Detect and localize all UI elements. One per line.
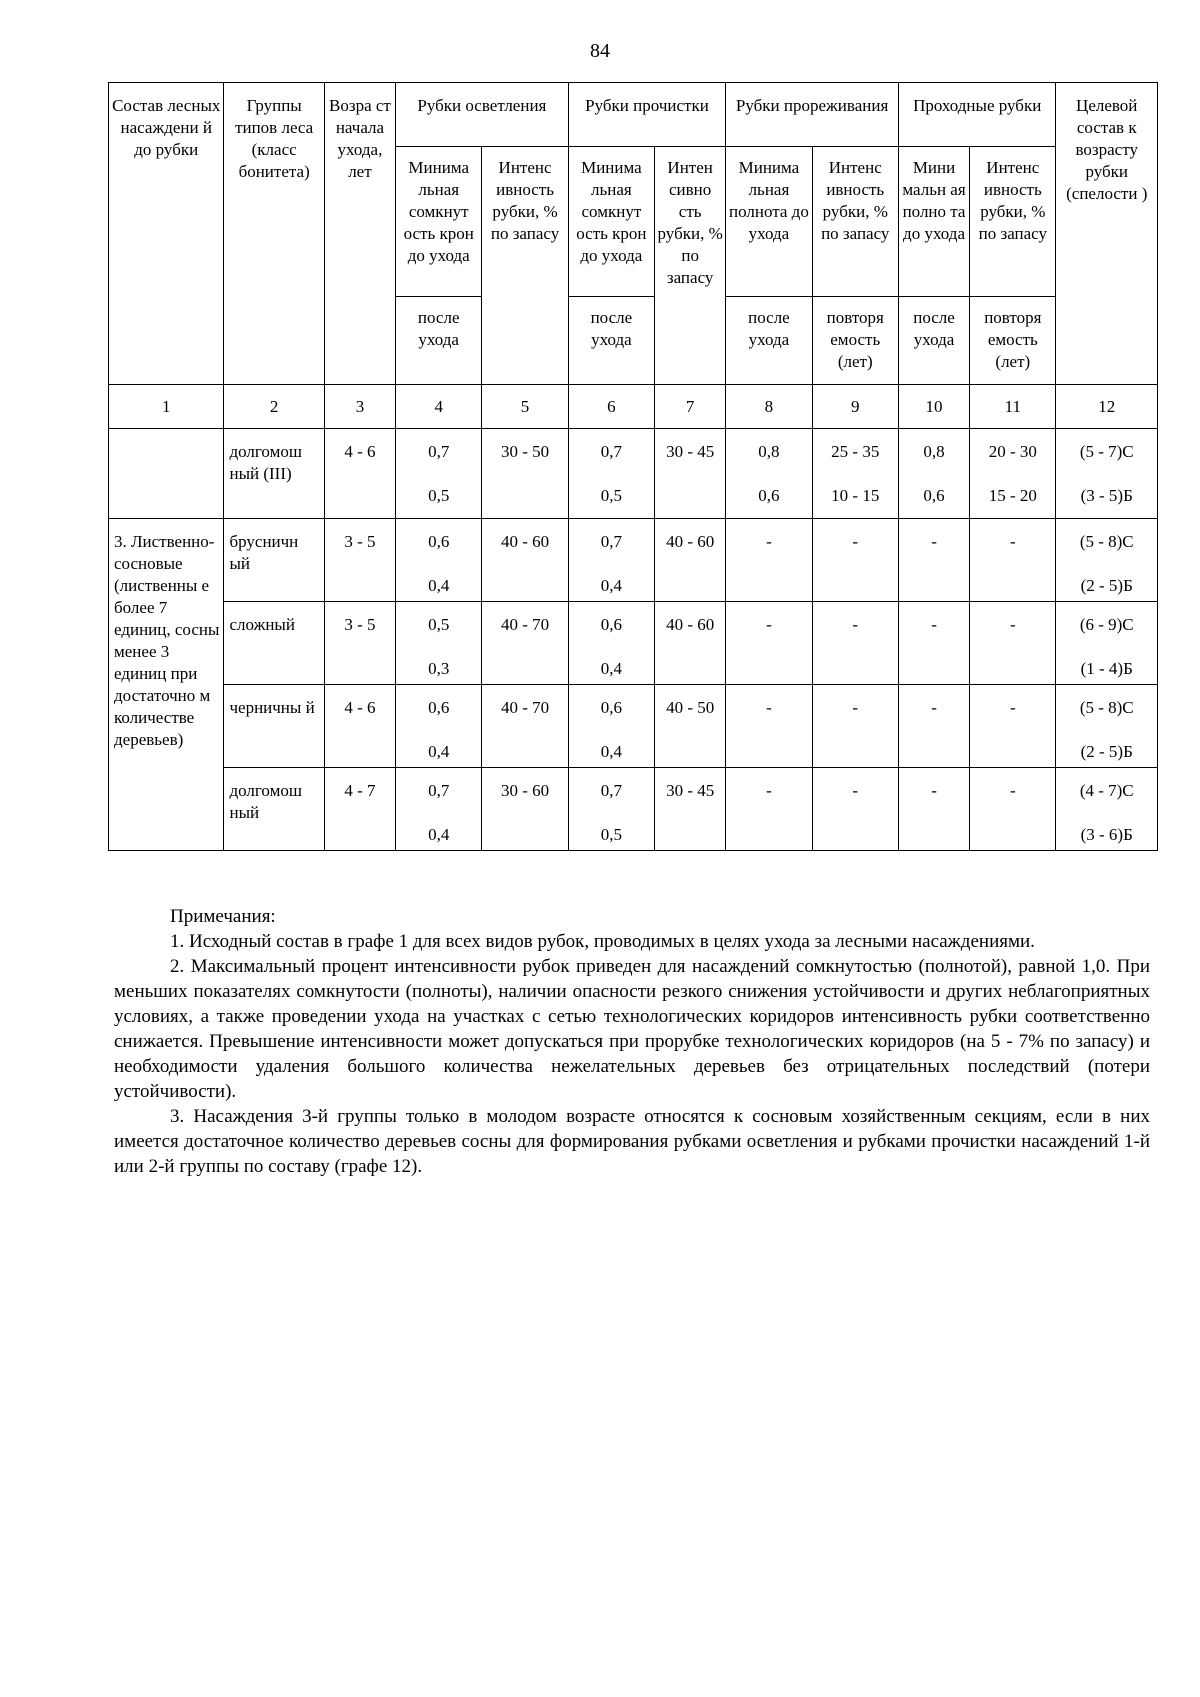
header-intensity-clearing: Интенс ивность рубки, % по запасу [482, 147, 568, 385]
target-cell [1056, 429, 1158, 519]
header-after-care-3: после ухода [726, 297, 812, 385]
forest-type-cell: черничны й [224, 685, 324, 768]
table-row [109, 685, 1158, 768]
header-after-care: после ухода [396, 297, 482, 385]
density-cell [396, 602, 482, 685]
intensity-cell: 30 - 45 [655, 768, 726, 851]
note-1: 1. Исходный состав в графе 1 для всех видов рубок, проводимых в целях ухода за лесными насаждениями. [170, 931, 1035, 952]
density-cell [396, 768, 482, 851]
value-birch: (3 - 5)Б [1080, 486, 1133, 505]
column-number: 12 [1056, 385, 1158, 429]
column-number: 3 [324, 385, 395, 429]
header-intensity-passing: Интенс ивность рубки, % по запасу [970, 147, 1056, 297]
intensity-cell: 40 - 70 [482, 685, 568, 768]
column-number: 8 [726, 385, 812, 429]
fullness-cell: - [898, 685, 969, 768]
notes-section [114, 904, 1150, 1179]
column-number: 9 [812, 385, 898, 429]
header-passing: Проходные рубки [898, 83, 1056, 147]
intensity-cell: 30 - 60 [482, 768, 568, 851]
value-before: 0,7 [600, 781, 622, 800]
density-cell [568, 768, 654, 851]
density-cell [568, 519, 654, 602]
value-birch: (1 - 4)Б [1080, 659, 1133, 678]
column-number: 7 [655, 385, 726, 429]
header-start-age: Возра ст начала ухода, лет [324, 83, 395, 385]
header-thinning: Рубки прореживания [726, 83, 899, 147]
fullness-cell: - [726, 685, 812, 768]
value-pine: (6 - 9)С [1079, 615, 1134, 634]
header-min-density-before-2: Минима льная сомкнут ость крон до ухода [568, 147, 654, 297]
value-after: 0,4 [428, 576, 450, 595]
value-after: 0,5 [600, 486, 622, 505]
page-number: 84 [590, 40, 610, 62]
value-repeat: 15 - 20 [988, 486, 1037, 505]
note-2: 2. Максимальный процент интенсивности рубок приведен для насаждений сомкнутостью (полнотой), равной 1,0. При меньших показателях сомкнутости (полноты), наличии опасности резкого снижения устойчивости и других неблагоприятных условиях, а также проведении ухода на участках с сетью технологических коридоров интенсивность рубки соответственно снижается. Превышение интенсивности может допускаться при прорубке технологических коридоров (на 5 - 7% по запасу) и необходимости удаления большого количества нежелательных деревьев без отрицательных последствий (потери устойчивости). [114, 956, 1150, 1102]
fullness-cell: - [898, 519, 969, 602]
target-cell [1056, 685, 1158, 768]
value-after: 0,4 [428, 825, 450, 844]
forest-type-cell: сложный [224, 602, 324, 685]
intensity-cell: 40 - 70 [482, 602, 568, 685]
value-after: 0,4 [600, 742, 622, 761]
value-after: 0,5 [600, 825, 622, 844]
note-3: 3. Насаждения 3-й группы только в молодом возрасте относятся к сосновым хозяйственным секциям, если в них имеется достаточное количество деревьев сосны для формирования рубками осветления и рубками прочистки насаждений 1-й или 2-й группы по составу (графе 12). [114, 1106, 1150, 1177]
intensity-cell: - [812, 602, 898, 685]
intensity-cell [970, 429, 1056, 519]
value-before: 0,5 [428, 615, 450, 634]
fullness-cell [726, 429, 812, 519]
column-number: 4 [396, 385, 482, 429]
value-after: 0,4 [600, 576, 622, 595]
value-before: 0,6 [428, 532, 450, 551]
target-cell [1056, 602, 1158, 685]
header-intensity-cleaning: Интен сивно сть рубки, % по запасу [655, 147, 726, 385]
target-cell [1056, 768, 1158, 851]
fullness-cell: - [726, 519, 812, 602]
intensity-cell: - [970, 602, 1056, 685]
intensity-cell: 40 - 50 [655, 685, 726, 768]
header-clearing: Рубки осветления [396, 83, 569, 147]
header-after-care-2: после ухода [568, 297, 654, 385]
value-pine: (5 - 8)С [1079, 532, 1134, 551]
target-cell [1056, 519, 1158, 602]
table-row [109, 602, 1158, 685]
density-cell [568, 602, 654, 685]
value-pine: (5 - 8)С [1079, 698, 1134, 717]
forest-type-cell: долгомош ный (III) [224, 429, 324, 519]
value-birch: (2 - 5)Б [1080, 742, 1133, 761]
table-row [109, 519, 1158, 602]
value-repeat: 10 - 15 [831, 486, 880, 505]
intensity-cell: - [970, 519, 1056, 602]
fullness-cell: - [898, 602, 969, 685]
composition-cell: 3. Лиственно- сосновые (лиственны е более 7 единиц, сосны менее 3 единиц при достаточно м количестве деревьев) [109, 519, 224, 851]
value-after: 0,5 [428, 486, 450, 505]
intensity-cell [812, 429, 898, 519]
intensity-cell: - [812, 768, 898, 851]
intensity-cell: 30 - 50 [482, 429, 568, 519]
table-row [109, 768, 1158, 851]
value-before: 0,6 [600, 615, 622, 634]
value-before: 0,7 [600, 442, 622, 461]
value-before: 0,7 [600, 532, 622, 551]
header-target-composition: Целевой состав к возрасту рубки (спелости ) [1056, 83, 1158, 385]
header-repeat-period-2: повторя емость (лет) [970, 297, 1056, 385]
value-intensity: 20 - 30 [988, 442, 1037, 461]
intensity-cell: 40 - 60 [655, 519, 726, 602]
age-cell: 4 - 6 [324, 429, 395, 519]
header-min-fullness-before-2: Мини мальн ая полно та до ухода [898, 147, 969, 297]
header-forest-type: Группы типов леса (класс бонитета) [224, 83, 324, 385]
density-cell [396, 519, 482, 602]
fullness-cell: - [726, 602, 812, 685]
column-number: 2 [224, 385, 324, 429]
composition-cell-empty [109, 429, 224, 519]
age-cell: 3 - 5 [324, 602, 395, 685]
column-number: 1 [109, 385, 224, 429]
density-cell [568, 429, 654, 519]
column-number: 5 [482, 385, 568, 429]
value-before: 0,7 [428, 781, 450, 800]
age-cell: 3 - 5 [324, 519, 395, 602]
fullness-cell: - [898, 768, 969, 851]
value-after: 0,6 [758, 486, 780, 505]
header-intensity-thinning: Интенс ивность рубки, % по запасу [812, 147, 898, 297]
table-row [109, 429, 1158, 519]
fullness-cell [898, 429, 969, 519]
forest-type-cell: долгомош ный [224, 768, 324, 851]
header-min-density-before: Минима льная сомкнут ость крон до ухода [396, 147, 482, 297]
header-repeat-period: повторя емость (лет) [812, 297, 898, 385]
density-cell [568, 685, 654, 768]
intensity-cell: 40 - 60 [655, 602, 726, 685]
fullness-cell: - [726, 768, 812, 851]
value-after: 0,6 [923, 486, 945, 505]
column-number: 10 [898, 385, 969, 429]
header-composition: Состав лесных насаждени й до рубки [109, 83, 224, 385]
density-cell [396, 685, 482, 768]
intensity-cell: - [970, 768, 1056, 851]
value-before: 0,6 [600, 698, 622, 717]
value-intensity: 25 - 35 [831, 442, 880, 461]
value-before: 0,6 [428, 698, 450, 717]
header-min-fullness-before: Минима льная полнота до ухода [726, 147, 812, 297]
value-birch: (3 - 6)Б [1080, 825, 1133, 844]
value-birch: (2 - 5)Б [1080, 576, 1133, 595]
value-before: 0,7 [428, 442, 450, 461]
value-pine: (4 - 7)С [1079, 781, 1134, 800]
header-cleaning: Рубки прочистки [568, 83, 726, 147]
age-cell: 4 - 6 [324, 685, 395, 768]
intensity-cell: - [970, 685, 1056, 768]
column-number: 11 [970, 385, 1056, 429]
value-after: 0,4 [600, 659, 622, 678]
value-after: 0,3 [428, 659, 450, 678]
intensity-cell: - [812, 685, 898, 768]
thinning-table [108, 82, 1158, 851]
age-cell: 4 - 7 [324, 768, 395, 851]
density-cell [396, 429, 482, 519]
notes-title: Примечания: [170, 906, 276, 927]
header-after-care-4: после ухода [898, 297, 969, 385]
value-pine: (5 - 7)С [1079, 442, 1134, 461]
intensity-cell: 30 - 45 [655, 429, 726, 519]
intensity-cell: - [812, 519, 898, 602]
forest-type-cell: брусничн ый [224, 519, 324, 602]
value-before: 0,8 [923, 442, 945, 461]
value-after: 0,4 [428, 742, 450, 761]
column-number: 6 [568, 385, 654, 429]
value-before: 0,8 [758, 442, 780, 461]
intensity-cell: 40 - 60 [482, 519, 568, 602]
